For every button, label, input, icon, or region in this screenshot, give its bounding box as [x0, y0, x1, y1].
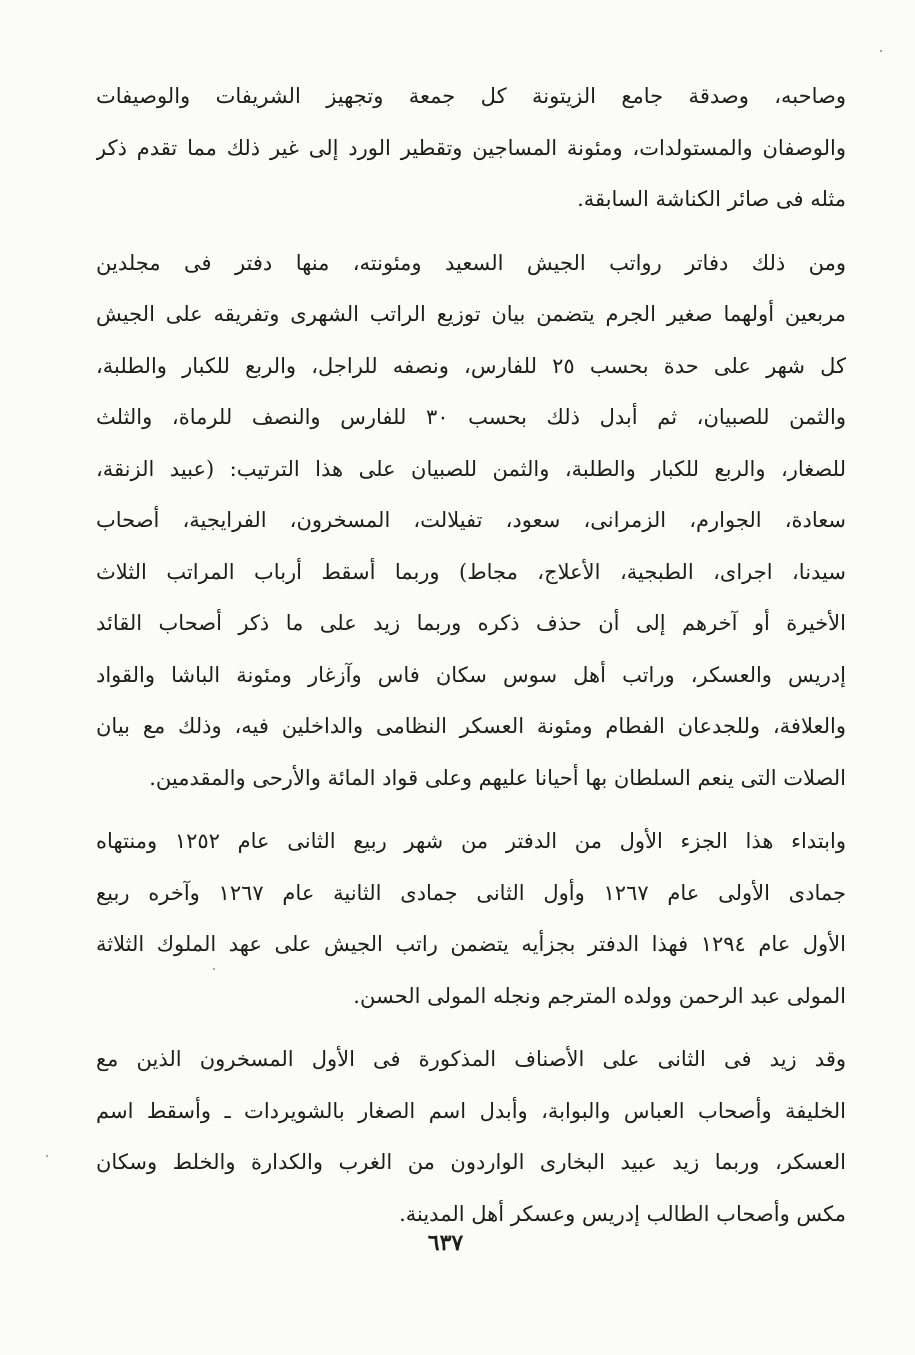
body-text	[96, 71, 846, 1240]
text-line: والعلافة، وللجدعان الفطام ومئونة العسكر النظامى والداخلين فيه، وذلك مع بيان	[96, 714, 846, 738]
paragraph-2	[96, 238, 846, 805]
paragraph-1	[96, 71, 846, 226]
scan-speck	[880, 50, 882, 52]
text-line: والثمن للصبيان، ثم أبدل ذلك بحسب ٣٠ للفارس والنصف للرماة، والثلث	[96, 405, 846, 429]
text-line: الصلات التى ينعم السلطان بها أحيانا عليهم وعلى قواد المائة والأرحى والمقدمين.	[149, 765, 846, 790]
text-line: سعادة، الجوارم، الزمرانى، سعود، تفيلالت، المسخرون، الفرايجية، أصحاب	[96, 508, 846, 532]
text-line: إدريس والعسكر، وراتب أهل سوس سكان فاس وآزغار ومئونة الباشا والقواد	[96, 662, 846, 687]
scan-speck	[213, 968, 215, 970]
text-line: كل شهر على حدة بحسب ٢٥ للفارس، ونصفه للراجل، والربع للكبار والطلبة،	[96, 353, 846, 378]
text-line: سيدنا، اجراى، الطبجية، الأعلاج، مجاط) وربما أسقط أرباب المراتب الثلاث	[96, 559, 846, 584]
text-line: والوصفان والمستولدات، ومئونة المساجين وتقطير الورد إلى غير ذلك مما تقدم ذكر	[96, 135, 846, 160]
text-line: المولى عبد الرحمن وولده المترجم ونجله المولى الحسن.	[353, 983, 846, 1008]
text-line: وقد زيد فى الثانى على الأصناف المذكورة فى الأول المسخرون الذين مع	[96, 1047, 846, 1071]
text-line: مثله فى صائر الكناشة السابقة.	[577, 187, 846, 211]
text-line: الأخيرة أو آخرهم إلى أن حذف ذكره وربما زيد على ما ذكر أصحاب القائد	[96, 611, 846, 635]
text-line: جمادى الأولى عام ١٢٦٧ وأول الثانى جمادى الثانية عام ١٢٦٧ وآخره ربيع	[96, 880, 846, 905]
scan-speck	[46, 1155, 48, 1157]
text-line: مربعين أولهما صغير الجرم يتضمن بيان توزيع الراتب الشهرى وتفريقه على الجيش	[96, 302, 846, 326]
text-line: مكس وأصحاب الطالب إدريس وعسكر أهل المدينة.	[399, 1201, 846, 1226]
text-line: الأول عام ١٢٩٤ فهذا الدفتر بجزأيه يتضمن راتب الجيش على عهد الملوك الثلاثة	[96, 932, 846, 956]
paragraph-4	[96, 1034, 846, 1240]
paragraph-3	[96, 816, 846, 1022]
text-line: الخليفة وأصحاب العباس والبوابة، وأبدل اسم الصغار بالشويردات ـ وأسقط اسم	[96, 1098, 846, 1123]
text-line: وصاحبه، وصدقة جامع الزيتونة كل جمعة وتجهيز الشريفات والوصيفات	[96, 84, 846, 108]
text-line: ومن ذلك دفاتر رواتب الجيش السعيد ومئونته، منها دفتر فى مجلدين	[96, 250, 846, 275]
text-line: وابتداء هذا الجزء الأول من الدفتر من شهر ربيع الثانى عام ١٢٥٢ ومنتهاه	[96, 829, 846, 853]
text-line: للصغار، والربع للكبار والطلبة، والثمن للصبيان على هذا الترتيب: (عبيد الزنقة،	[96, 456, 846, 481]
text-line: العسكر، وربما زيد عبيد البخارى الواردون من الغرب والكدارة والخلط وسكان	[96, 1150, 846, 1174]
page-number: ٦٣٧	[427, 1230, 464, 1256]
